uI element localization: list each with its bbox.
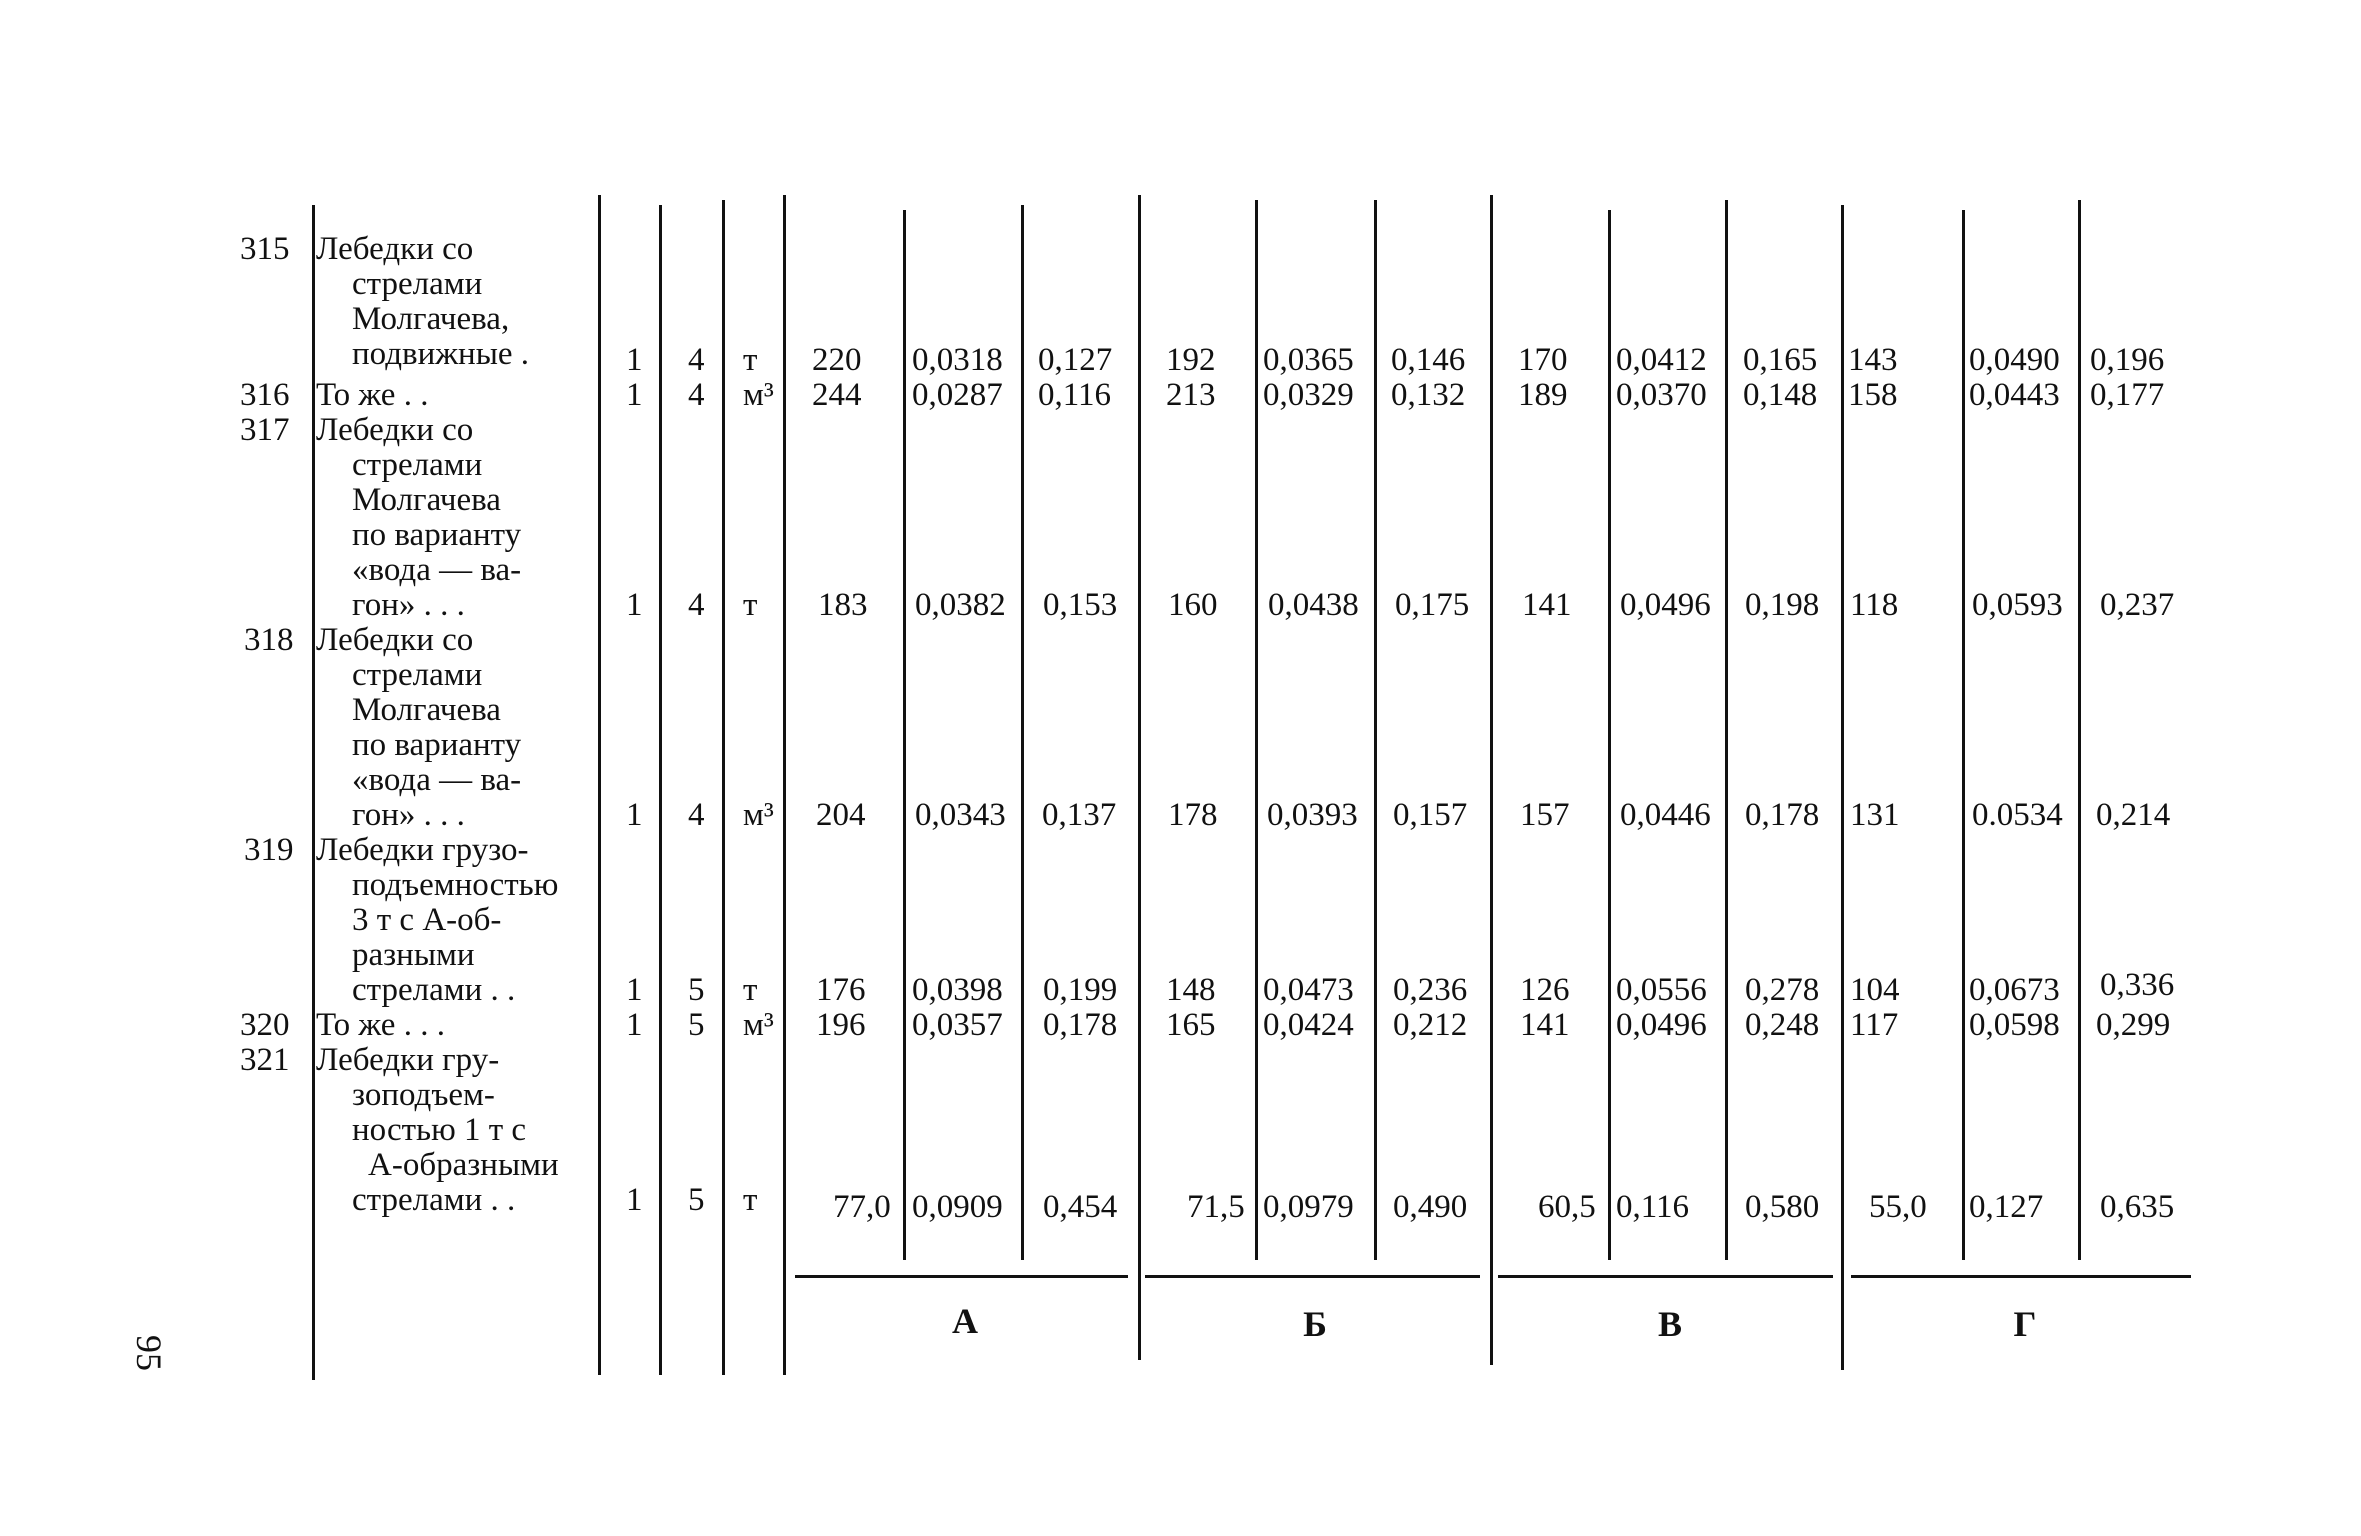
value-cell: 77,0 [833, 1189, 891, 1225]
class-cell: 4 [688, 342, 705, 378]
unit-cell: т [743, 342, 758, 378]
row-name-line: зоподъем- [352, 1077, 495, 1113]
row-name-line: подъемностью [352, 867, 559, 903]
value-cell: 0,116 [1616, 1189, 1690, 1225]
value-cell: 0,0393 [1267, 797, 1358, 833]
value-cell: 0,0370 [1616, 377, 1707, 413]
row-name-line: стрелами . . [352, 972, 516, 1008]
value-cell: 0,0357 [912, 1007, 1003, 1043]
column-divider [1725, 200, 1728, 1260]
row-name-line: ностью 1 т с [352, 1112, 527, 1148]
value-cell: 118 [1850, 587, 1899, 623]
value-cell: 0,0424 [1263, 1007, 1354, 1043]
value-cell: 141 [1522, 587, 1572, 623]
row-number: 320 [240, 1007, 290, 1043]
value-cell: 71,5 [1187, 1189, 1245, 1225]
unit-cell: м³ [743, 797, 774, 833]
value-cell: 244 [812, 377, 862, 413]
group-rule [1851, 1275, 2191, 1278]
row-name [316, 232, 592, 372]
row-name-line: Молгачева [352, 692, 501, 728]
group-rule [1145, 1275, 1480, 1278]
value-cell: 0,336 [2100, 967, 2175, 1003]
value-cell: 0,148 [1743, 377, 1818, 413]
value-cell: 0,0365 [1263, 342, 1354, 378]
value-cell: 0,175 [1395, 587, 1470, 623]
row-name [316, 413, 592, 623]
value-cell: 0,0438 [1268, 587, 1359, 623]
class-cell: 4 [688, 377, 705, 413]
column-divider [1608, 210, 1611, 1260]
value-cell: 131 [1850, 797, 1900, 833]
value-cell: 0,0398 [912, 972, 1003, 1008]
page-number: 95 [129, 1335, 169, 1371]
value-cell: 0,0490 [1969, 342, 2060, 378]
value-cell: 0,0556 [1616, 972, 1707, 1008]
row-name-line: гон» . . . [352, 797, 465, 833]
row-name-line: «вода — ва- [352, 762, 522, 798]
value-cell: 165 [1166, 1007, 1216, 1043]
count-cell: 1 [626, 1007, 643, 1043]
value-cell: 0,116 [1038, 377, 1112, 413]
value-cell: 0,278 [1745, 972, 1820, 1008]
group-label-v: В [1657, 1304, 1682, 1344]
row-name-line: стрелами [352, 657, 483, 693]
value-cell: 141 [1520, 1007, 1570, 1043]
row-name-line: Лебедки со [316, 622, 474, 658]
row-name-line: по варианту [352, 727, 522, 763]
value-cell: 0,212 [1393, 1007, 1468, 1043]
class-cell: 5 [688, 1182, 705, 1218]
value-cell: 0,137 [1042, 797, 1117, 833]
value-cell: 0,178 [1745, 797, 1820, 833]
value-cell: 176 [816, 972, 866, 1008]
value-cell: 55,0 [1869, 1189, 1927, 1225]
row-name-line: Лебедки гру- [316, 1042, 500, 1078]
row-number: 315 [240, 231, 290, 267]
value-cell: 0,0382 [915, 587, 1006, 623]
value-cell: 189 [1518, 377, 1568, 413]
class-cell: 4 [688, 587, 705, 623]
value-cell: 0,146 [1391, 342, 1466, 378]
value-cell: 183 [818, 587, 868, 623]
count-cell: 1 [626, 797, 643, 833]
value-cell: 0,0496 [1616, 1007, 1707, 1043]
column-divider [1374, 200, 1377, 1260]
group-rule [795, 1275, 1128, 1278]
row-name [316, 623, 592, 833]
value-cell: 0,198 [1745, 587, 1820, 623]
row-name-line: стрелами [352, 266, 483, 302]
table-border-left [312, 205, 315, 1380]
value-cell: 0,196 [2090, 342, 2165, 378]
value-cell: 0,490 [1393, 1189, 1468, 1225]
value-cell: 158 [1848, 377, 1898, 413]
value-cell: 0,236 [1393, 972, 1468, 1008]
group-rule [1498, 1275, 1833, 1278]
value-cell: 0,0598 [1969, 1007, 2060, 1043]
value-cell: 117 [1850, 1007, 1899, 1043]
value-cell: 0,199 [1043, 972, 1118, 1008]
row-name-line: 3 т с А-об- [352, 902, 502, 938]
column-divider [598, 195, 601, 1375]
value-cell: 0,454 [1043, 1189, 1118, 1225]
column-divider [1962, 210, 1965, 1260]
class-cell: 5 [688, 1007, 705, 1043]
column-divider [722, 200, 725, 1375]
value-cell: 0,0443 [1969, 377, 2060, 413]
row-name-line: по варианту [352, 517, 522, 553]
row-name-line: То же . . [316, 377, 429, 413]
row-name-line: Молгачева, [352, 301, 510, 337]
value-cell: 0,0673 [1969, 972, 2060, 1008]
group-label-a: А [952, 1301, 978, 1341]
value-cell: 0,0473 [1263, 972, 1354, 1008]
value-cell: 0.0534 [1972, 797, 2063, 833]
value-cell: 0,0909 [912, 1189, 1003, 1225]
value-cell: 0,0287 [912, 377, 1003, 413]
row-name-line: А-образными [368, 1147, 559, 1183]
row-name-line: подвижные . [352, 336, 530, 372]
column-divider [783, 195, 786, 1375]
column-divider [1021, 205, 1024, 1260]
value-cell: 0,0412 [1616, 342, 1707, 378]
row-name-line: То же . . . [316, 1007, 445, 1043]
count-cell: 1 [626, 342, 643, 378]
row-name-line: разными [352, 937, 475, 973]
value-cell: 0,580 [1745, 1189, 1820, 1225]
value-cell: 148 [1166, 972, 1216, 1008]
row-name-line: Молгачева [352, 482, 501, 518]
column-divider [1490, 195, 1493, 1365]
count-cell: 1 [626, 587, 643, 623]
row-number: 319 [244, 832, 294, 868]
row-number: 317 [240, 412, 290, 448]
unit-cell: т [743, 587, 758, 623]
value-cell: 0,0593 [1972, 587, 2063, 623]
value-cell: 170 [1518, 342, 1568, 378]
row-number: 321 [240, 1042, 290, 1078]
value-cell: 178 [1168, 797, 1218, 833]
row-name-line: Лебедки со [316, 412, 474, 448]
value-cell: 204 [816, 797, 866, 833]
class-cell: 5 [688, 972, 705, 1008]
row-name-line: гон» . . . [352, 587, 465, 623]
unit-cell: м³ [743, 1007, 774, 1043]
value-cell: 0,0979 [1263, 1189, 1354, 1225]
value-cell: 0,177 [2090, 377, 2165, 413]
row-name-line: Лебедки со [316, 231, 474, 267]
count-cell: 1 [626, 377, 643, 413]
row-number: 316 [240, 377, 290, 413]
value-cell: 0,248 [1745, 1007, 1820, 1043]
value-cell: 0,635 [2100, 1189, 2175, 1225]
value-cell: 213 [1166, 377, 1216, 413]
row-name [316, 833, 592, 1008]
count-cell: 1 [626, 1182, 643, 1218]
row-number: 318 [244, 622, 294, 658]
value-cell: 0,132 [1391, 377, 1466, 413]
unit-cell: т [743, 1182, 758, 1218]
value-cell: 60,5 [1538, 1189, 1596, 1225]
value-cell: 0,127 [1038, 342, 1113, 378]
column-divider [903, 210, 906, 1260]
group-label-g: Г [2013, 1304, 2037, 1344]
value-cell: 0,237 [2100, 587, 2175, 623]
row-name-line: стрелами [352, 447, 483, 483]
row-name-line: Лебедки грузо- [316, 832, 529, 868]
value-cell: 196 [816, 1007, 866, 1043]
value-cell: 160 [1168, 587, 1218, 623]
class-cell: 4 [688, 797, 705, 833]
column-divider [1841, 205, 1844, 1370]
value-cell: 0,0329 [1263, 377, 1354, 413]
unit-cell: м³ [743, 377, 774, 413]
value-cell: 126 [1520, 972, 1570, 1008]
value-cell: 0,178 [1043, 1007, 1118, 1043]
value-cell: 143 [1848, 342, 1898, 378]
value-cell: 0,153 [1043, 587, 1118, 623]
row-name [316, 1043, 592, 1218]
row-name-line: стрелами . . [352, 1182, 516, 1218]
value-cell: 0,0446 [1620, 797, 1711, 833]
row-name-line: «вода — ва- [352, 552, 522, 588]
value-cell: 0,165 [1743, 342, 1818, 378]
value-cell: 0,0496 [1620, 587, 1711, 623]
column-divider [1138, 195, 1141, 1360]
value-cell: 0,214 [2096, 797, 2171, 833]
value-cell: 157 [1520, 797, 1570, 833]
group-label-b: Б [1303, 1304, 1327, 1344]
value-cell: 220 [812, 342, 862, 378]
value-cell: 104 [1850, 972, 1900, 1008]
row-name [316, 1008, 592, 1043]
unit-cell: т [743, 972, 758, 1008]
row-name [316, 378, 592, 413]
value-cell: 192 [1166, 342, 1216, 378]
value-cell: 0,0318 [912, 342, 1003, 378]
value-cell: 0,0343 [915, 797, 1006, 833]
value-cell: 0,299 [2096, 1007, 2171, 1043]
column-divider [1255, 200, 1258, 1260]
count-cell: 1 [626, 972, 643, 1008]
column-divider [659, 205, 662, 1375]
value-cell: 0,157 [1393, 797, 1468, 833]
value-cell: 0,127 [1969, 1189, 2044, 1225]
column-divider [2078, 200, 2081, 1260]
